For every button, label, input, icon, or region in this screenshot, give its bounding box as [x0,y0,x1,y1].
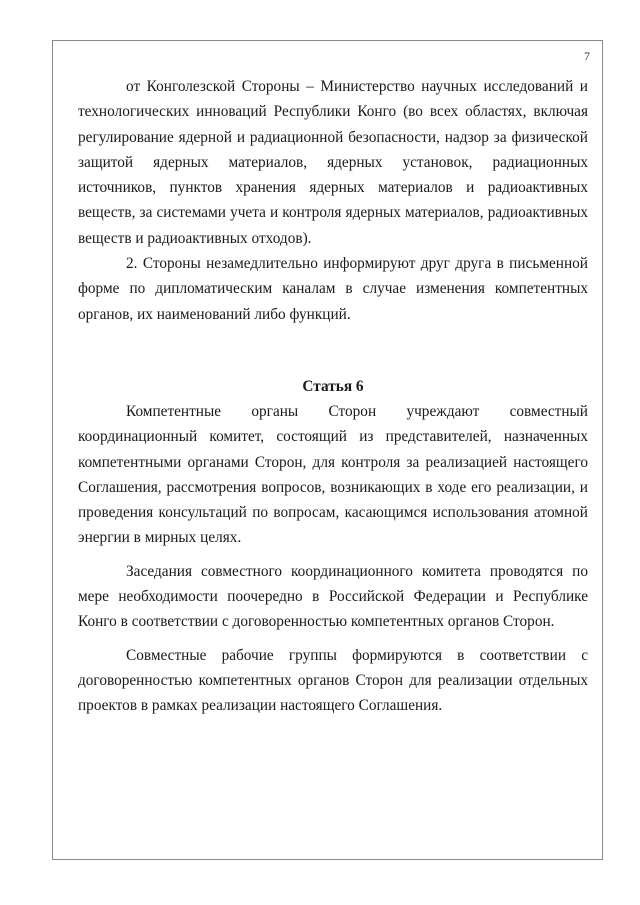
paragraph-competent-authority-congo: от Конголезской Стороны – Министерство научных исследований и технологических инноваций Республики Конго (во всех областях, включая регулирование ядерной и радиационной безопасности, надзор за физической защитой ядерных материалов, ядерных установок, радиационных источников, пунктов хранения ядерных материалов и радиоактивных веществ, за системами учета и контроля ядерных материалов, радиоактивных веществ и радиоактивных отходов). [78,78,588,247]
paragraph-coordination-committee: Компетентные органы Сторон учреждают совместный координационный комитет, состоящий из представителей, назначенных компетентными органами Сторон, для контроля за реализацией настоящего Соглашения, рассмотрения вопросов, возникающих в ходе его реализации, и проведения консультаций по вопросам, касающимся использования атомной энергии в мирных целях. [78,402,588,547]
paragraph-working-groups: Совместные рабочие группы формируются в соответствии с договоренностью компетентных органов Сторон для реализации отдельных проектов в рамках реализации настоящего Соглашения. [78,646,588,715]
document-body [78,74,588,719]
paragraph-notification-changes: 2. Стороны незамедлительно информируют друг друга в письменной форме по дипломатическим каналам в случае изменения компетентных органов, их наименований либо функций. [78,255,588,323]
article-6-title: Статья 6 [302,377,364,395]
paragraph-committee-meetings: Заседания совместного координационного комитета проводятся по мере необходимости поочередно в Российской Федерации и Республике Конго в соответствии с договоренностью компетентных органов Сторон. [78,562,588,631]
page-number: 7 [584,49,590,63]
